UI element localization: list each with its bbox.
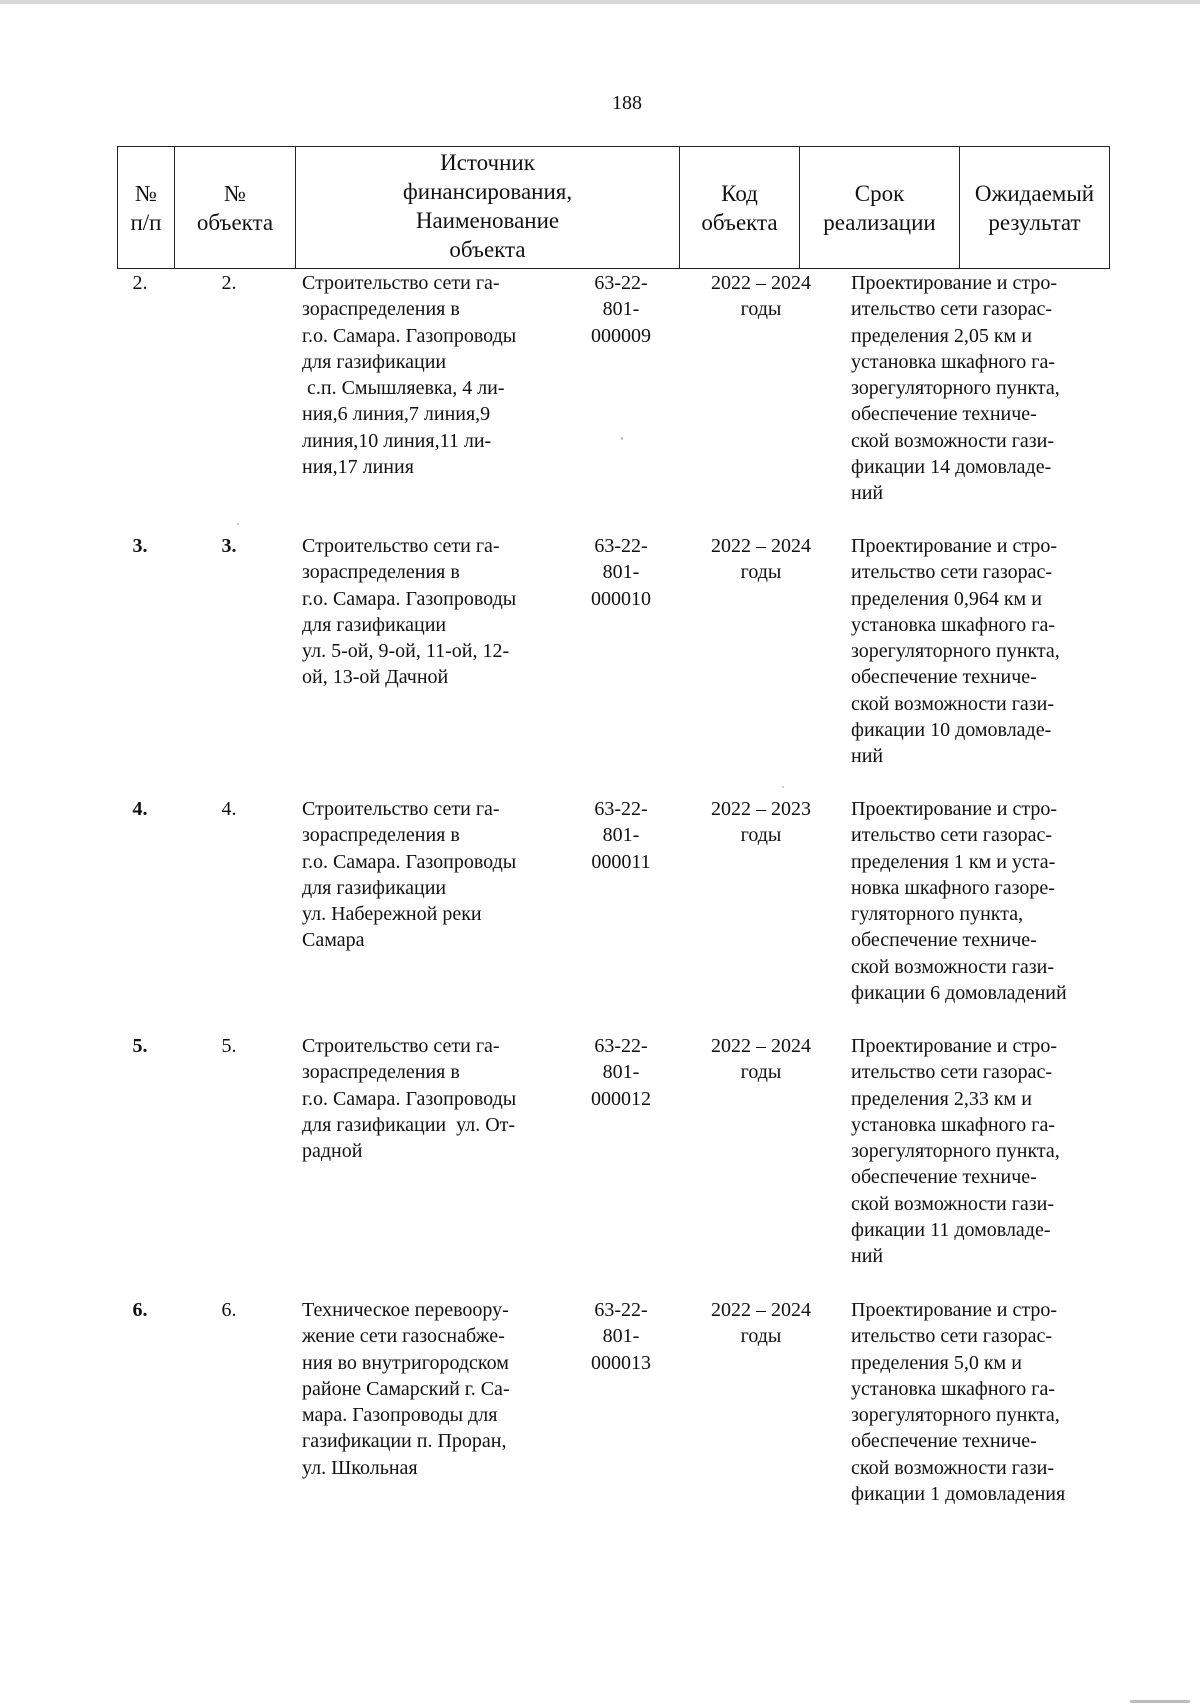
text-line: 801-	[602, 1325, 640, 1348]
text-line: Источник	[440, 150, 535, 175]
expected-result	[851, 270, 1111, 507]
text-line: фикации 6 домовладений	[851, 982, 1067, 1005]
header-num	[118, 147, 175, 269]
text-line: Самара	[302, 929, 365, 952]
text-line: Проектирование и стро-	[851, 798, 1058, 820]
object-number: 2.	[221, 272, 237, 294]
text-line: 63-22-	[594, 1299, 648, 1321]
text-line: г.о. Самара. Газопроводы	[302, 1087, 517, 1110]
text-line: ской возможности гази-	[851, 1192, 1055, 1215]
expected-result	[851, 796, 1111, 1006]
text-line: Техническое перевоору-	[302, 1299, 509, 1321]
text-line: 000009	[591, 324, 651, 347]
text-line: Проектирование и стро-	[851, 1035, 1058, 1057]
text-line: ния,6 линия,7 линия,9	[302, 403, 491, 426]
text-line: ительство сети газорас-	[851, 824, 1053, 847]
text-line: годы	[740, 1325, 782, 1348]
text-line: Проектирование и стро-	[851, 1299, 1058, 1321]
text-line: фикации 1 домовладения	[851, 1483, 1066, 1506]
text-line: 63-22-	[594, 1035, 648, 1057]
page-number: 188	[612, 92, 642, 114]
text-line: Наименование	[415, 208, 560, 233]
realization-term	[681, 533, 841, 586]
object-name	[302, 1033, 562, 1164]
text-line: гуляторного пункта,	[851, 903, 1024, 926]
text-line: реализации	[823, 209, 936, 235]
text-line: Проектирование и стро-	[851, 272, 1058, 294]
text-line: г.о. Самара. Газопроводы	[302, 587, 517, 610]
text-line: 2022 – 2024	[711, 1299, 811, 1321]
text-line: Строительство сети га-	[302, 272, 500, 294]
realization-term	[681, 1033, 841, 1086]
text-line: 801-	[602, 824, 640, 847]
realization-term	[681, 796, 841, 849]
text-line: ул. Набережной реки	[302, 903, 482, 926]
text-line: новка шкафного газоре-	[851, 876, 1055, 899]
text-line: объекта	[196, 209, 274, 235]
text-line: ской возможности гази-	[851, 429, 1055, 452]
text-line: ний	[851, 745, 884, 768]
text-line: ул. 5-ой, 9-ой, 11-ой, 12-	[302, 640, 510, 663]
text-line: установка шкафного га-	[851, 613, 1055, 636]
object-name	[302, 270, 562, 480]
text-line: 000012	[591, 1087, 651, 1110]
text-line: обеспечение техниче-	[851, 666, 1037, 689]
text-line: для газификации	[302, 876, 447, 899]
text-line: 63-22-	[594, 272, 648, 294]
text-line: зораспределения в	[302, 298, 460, 321]
text-line: г.о. Самара. Газопроводы	[302, 324, 517, 347]
object-code	[561, 270, 681, 349]
text-line: 2022 – 2024	[711, 272, 811, 294]
text-line: ой, 13-ой Дачной	[302, 666, 449, 689]
text-line: установка шкафного га-	[851, 1377, 1055, 1400]
text-line: обеспечение техниче-	[851, 403, 1037, 426]
text-line: зорегуляторного пункта,	[851, 377, 1060, 400]
row-number: 2.	[132, 272, 148, 294]
row-number: 3.	[132, 535, 148, 557]
object-code	[561, 1297, 681, 1376]
text-line: ний	[851, 1245, 884, 1268]
text-line: с.п. Смышляевка, 4 ли-	[302, 377, 505, 400]
text-line: 63-22-	[594, 535, 648, 557]
text-line: зораспределения в	[302, 1061, 460, 1084]
text-line: 000011	[591, 850, 651, 873]
object-name	[302, 533, 562, 691]
text-line: зорегуляторного пункта,	[851, 1140, 1060, 1163]
text-line: обеспечение техниче-	[851, 1430, 1037, 1453]
text-line: объекта	[701, 209, 778, 235]
text-line: ительство сети газорас-	[851, 561, 1053, 584]
text-line: годы	[740, 824, 782, 847]
header-term	[800, 147, 960, 269]
text-line: пределения 1 км и уста-	[851, 850, 1056, 873]
header-result	[960, 147, 1110, 269]
object-number: 3.	[221, 535, 237, 557]
scan-speck	[237, 523, 239, 525]
text-line: ния во внутригородском	[302, 1351, 509, 1374]
text-line: годы	[740, 1061, 782, 1084]
text-line: пределения 0,964 км и	[851, 587, 1042, 610]
text-line: районе Самарский г. Са-	[302, 1377, 510, 1400]
text-line: 801-	[602, 1061, 640, 1084]
object-code	[561, 1033, 681, 1112]
text-line: 000010	[591, 587, 651, 610]
text-line: п/п	[130, 209, 162, 235]
text-line: Строительство сети га-	[302, 1035, 500, 1057]
text-line: фикации 10 домовладе-	[851, 719, 1052, 742]
text-line: ительство сети газорас-	[851, 298, 1053, 321]
text-line: ительство сети газорас-	[851, 1325, 1053, 1348]
scan-edge	[0, 0, 1200, 4]
text-line: г.о. Самара. Газопроводы	[302, 850, 517, 873]
text-line: №	[135, 180, 157, 206]
realization-term	[681, 1297, 841, 1350]
text-line: ния,17 линия	[302, 456, 414, 479]
text-line: ской возможности гази-	[851, 1456, 1055, 1479]
text-line: зораспределения в	[302, 561, 460, 584]
table-header	[117, 146, 1110, 269]
text-line: финансирования,	[402, 179, 573, 204]
text-line: ительство сети газорас-	[851, 1061, 1053, 1084]
text-line: ний	[851, 482, 884, 505]
text-line: установка шкафного га-	[851, 350, 1055, 373]
text-line: радной	[302, 1140, 363, 1163]
text-line: для газификации	[302, 613, 447, 636]
text-line: ской возможности гази-	[851, 692, 1055, 715]
text-line: Строительство сети га-	[302, 535, 500, 557]
object-number: 6.	[221, 1299, 237, 1321]
text-line: Срок	[854, 180, 905, 206]
header-object-number	[175, 147, 296, 269]
object-name	[302, 1297, 562, 1481]
text-line: Ожидаемый	[974, 180, 1095, 206]
scan-speck	[621, 437, 623, 440]
object-code	[561, 533, 681, 612]
text-line: 801-	[602, 561, 640, 584]
expected-result	[851, 1297, 1111, 1507]
text-line: зорегуляторного пункта,	[851, 640, 1060, 663]
header-code	[680, 147, 800, 269]
object-name	[302, 796, 562, 954]
text-line: жение сети газоснабже-	[302, 1325, 505, 1348]
row-number: 6.	[132, 1299, 148, 1321]
text-line: газификации п. Проран,	[302, 1430, 507, 1453]
text-line: годы	[740, 298, 782, 321]
text-line: 2022 – 2024	[711, 535, 811, 557]
text-line: Строительство сети га-	[302, 798, 500, 820]
text-line: 63-22-	[594, 798, 648, 820]
text-line: Код	[721, 180, 758, 206]
text-line: фикации 11 домовладе-	[851, 1219, 1051, 1242]
text-line: 801-	[602, 298, 640, 321]
object-number: 5.	[221, 1035, 237, 1057]
text-line: мара. Газопроводы для	[302, 1404, 498, 1427]
text-line: установка шкафного га-	[851, 1113, 1055, 1136]
row-number: 4.	[132, 798, 148, 820]
text-line: результат	[988, 209, 1081, 235]
object-number: 4.	[221, 798, 237, 820]
text-line: ской возможности гази-	[851, 955, 1055, 978]
expected-result	[851, 1033, 1111, 1270]
header-source	[296, 147, 680, 269]
text-line: пределения 2,33 км и	[851, 1087, 1032, 1110]
text-line: обеспечение техниче-	[851, 1166, 1037, 1189]
object-code	[561, 796, 681, 875]
text-line: линия,10 линия,11 ли-	[302, 429, 492, 452]
text-line: годы	[740, 561, 782, 584]
text-line: ул. Школьная	[302, 1456, 418, 1479]
scan-speck	[782, 786, 784, 788]
text-line: для газификации	[302, 350, 447, 373]
text-line: фикации 14 домовладе-	[851, 456, 1052, 479]
row-number: 5.	[132, 1035, 148, 1057]
text-line: 2022 – 2023	[711, 798, 811, 820]
text-line: зорегуляторного пункта,	[851, 1404, 1060, 1427]
text-line: 2022 – 2024	[711, 1035, 811, 1057]
scan-speck	[1130, 1700, 1190, 1703]
text-line: 000013	[591, 1351, 651, 1374]
text-line: пределения 2,05 км и	[851, 324, 1032, 347]
text-line: обеспечение техниче-	[851, 929, 1037, 952]
text-line: зораспределения в	[302, 824, 460, 847]
expected-result	[851, 533, 1111, 770]
text-line: №	[224, 180, 246, 206]
text-line: Проектирование и стро-	[851, 535, 1058, 557]
text-line: объекта	[449, 237, 526, 262]
text-line: пределения 5,0 км и	[851, 1351, 1022, 1374]
text-line: для газификации ул. От-	[302, 1113, 516, 1136]
realization-term	[681, 270, 841, 323]
